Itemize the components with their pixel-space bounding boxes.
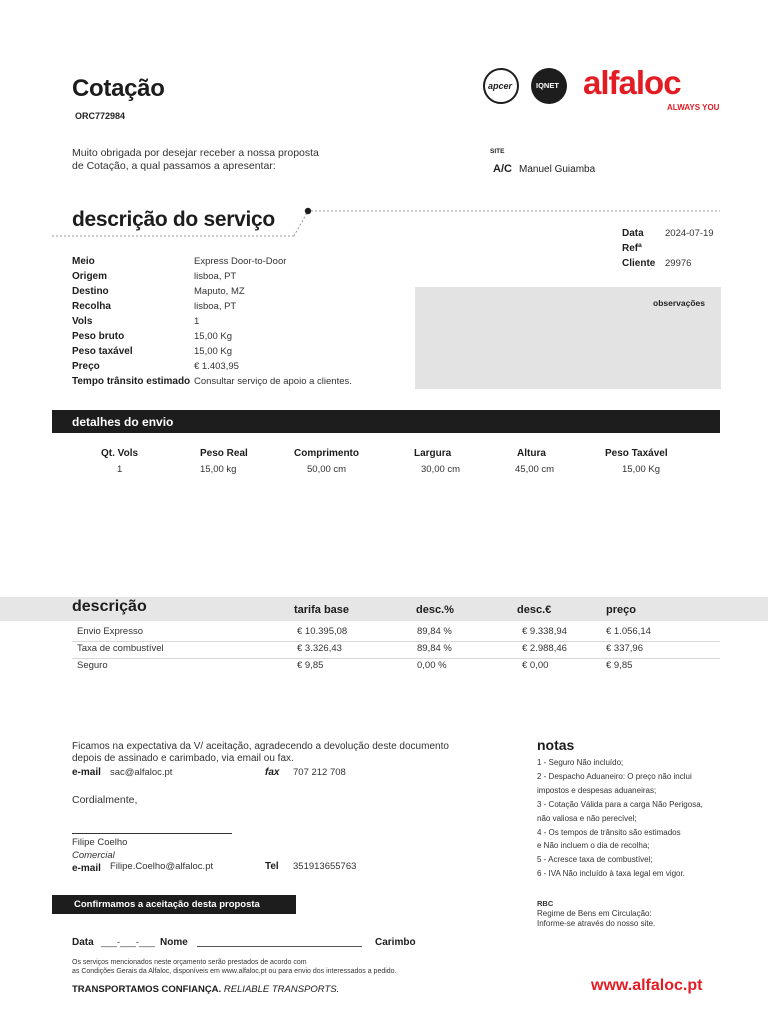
pricing-row xyxy=(0,659,768,675)
fine-line-2: as Condições Gerais da Alfaloc, disponíveis em www.alfaloc.pt ou para envio dos interessados a pedido. xyxy=(72,968,397,975)
pricing-eur: € 2.988,46 xyxy=(522,643,567,654)
footer-website-link[interactable]: www.alfaloc.pt xyxy=(591,977,703,994)
signer-email-label: e-mail xyxy=(72,863,101,874)
service-row-value: Consultar serviço de apoio a clientes. xyxy=(194,376,352,387)
fax-label: fax xyxy=(265,767,280,778)
service-row-value: lisboa, PT xyxy=(194,301,237,312)
shipment-cell: 30,00 cm xyxy=(421,464,461,475)
rbc-info xyxy=(537,899,737,929)
pricing-row xyxy=(0,625,768,641)
pricing-eur: € 0,00 xyxy=(522,660,549,671)
pricing-pct: 89,84 % xyxy=(417,643,452,654)
note-line: 1 - Seguro Não incluído; xyxy=(537,758,624,767)
pricing-desc: Taxa de combustível xyxy=(77,643,164,654)
footer-slogan-italic: RELIABLE TRANSPORTS. xyxy=(223,984,340,995)
acceptance-fine-print xyxy=(72,958,512,976)
service-row-label: Tempo trânsito estimado xyxy=(72,376,191,387)
service-row-value: lisboa, PT xyxy=(194,271,237,282)
shipment-header: Comprimento xyxy=(294,448,359,459)
pricing-header: desc.% xyxy=(416,604,454,616)
client-value: 29976 xyxy=(665,258,692,269)
service-row-label: Vols xyxy=(72,316,93,327)
apcer-logo xyxy=(483,68,519,104)
closing-greeting: Cordialmente, xyxy=(72,794,138,806)
fax-value: 707 212 708 xyxy=(293,767,346,778)
acceptance-date-field[interactable]: ___-___-___ xyxy=(101,937,155,948)
pricing-base: € 9,85 xyxy=(297,660,324,671)
pricing-price: € 1.056,14 xyxy=(606,626,651,637)
date-value: 2024-07-19 xyxy=(665,228,714,239)
shipment-header: Altura xyxy=(517,448,546,459)
closing-line-2: depois de assinado e carimbado, via email ou fax. xyxy=(72,753,294,764)
ref-label: Refª xyxy=(622,243,642,254)
ac-label: A/C xyxy=(493,163,512,175)
acceptance-stamp-label: Carimbo xyxy=(375,937,416,948)
notes-list xyxy=(537,756,737,881)
acceptance-title: Confirmamos a aceitação desta proposta xyxy=(74,899,260,910)
note-line: não valiosa e não perecível; xyxy=(537,813,637,823)
pricing-base: € 10.395,08 xyxy=(297,626,348,637)
pricing-price: € 9,85 xyxy=(606,660,633,671)
note-line: impostos e despesas aduaneiras; xyxy=(537,785,657,795)
pricing-price: € 337,96 xyxy=(606,643,643,654)
note-line: e Não incluem o dia de recolha; xyxy=(537,841,650,851)
brand-tagline: ALWAYS YOU xyxy=(667,103,720,112)
intro-text xyxy=(72,147,372,173)
tel-label: Tel xyxy=(265,861,279,872)
fine-line-1: Os serviços mencionados neste orçamento serão prestados de acordo com xyxy=(72,959,307,966)
service-row-value: 15,00 Kg xyxy=(194,331,233,342)
email-value[interactable]: sac@alfaloc.pt xyxy=(110,767,173,778)
client-label: Cliente xyxy=(622,258,656,269)
shipment-header: Qt. Vols xyxy=(101,448,139,459)
shipment-cell: 50,00 cm xyxy=(307,464,347,475)
shipment-details-title: detalhes do envio xyxy=(72,415,174,429)
pricing-header: tarifa base xyxy=(294,604,350,616)
date-label: Data xyxy=(622,228,644,239)
rbc-title: RBC xyxy=(537,899,554,908)
shipment-header: Peso Taxável xyxy=(605,448,668,459)
service-row xyxy=(72,346,233,357)
acceptance-bar xyxy=(52,895,296,914)
pricing-pct: 0,00 % xyxy=(417,660,447,671)
service-row xyxy=(72,376,352,387)
observations-label: observações xyxy=(653,298,705,308)
shipment-cell: 1 xyxy=(117,464,123,475)
quote-reference: ORC772984 xyxy=(75,111,126,121)
service-row xyxy=(72,361,239,372)
notes-title: notas xyxy=(537,737,575,753)
apcer-logo-text: apcer xyxy=(488,81,513,91)
signer-email[interactable]: Filipe.Coelho@alfaloc.pt xyxy=(110,861,214,872)
pricing-header: preço xyxy=(606,604,636,616)
service-row xyxy=(72,331,233,342)
rbc-line-2: Informe-se através do nosso site. xyxy=(537,919,656,928)
shipment-details-bar xyxy=(52,410,720,433)
pricing-desc: Envio Expresso xyxy=(77,626,144,637)
pricing-header: desc.€ xyxy=(517,604,552,616)
service-row-label: Peso taxável xyxy=(72,346,133,357)
iqnet-logo-text: IQNET xyxy=(536,81,559,90)
signer-role: Comercial xyxy=(72,850,115,861)
closing-line-1: Ficamos na expectativa da V/ aceitação, agradecendo a devolução deste documento xyxy=(72,741,449,752)
service-row-label: Preço xyxy=(72,361,100,372)
signer-name: Filipe Coelho xyxy=(72,837,128,848)
closing-text xyxy=(72,741,512,765)
intro-line-1: Muito obrigada por desejar receber a nossa proposta xyxy=(72,147,319,159)
note-line: 4 - Os tempos de trânsito são estimados xyxy=(537,827,681,837)
footer-slogan xyxy=(72,984,339,995)
service-row-label: Recolha xyxy=(72,301,111,312)
service-row-value: € 1.403,95 xyxy=(194,361,239,372)
acceptance-date-label: Data xyxy=(72,937,94,948)
note-line: 6 - IVA Não incluído à taxa legal em vigor. xyxy=(537,869,685,879)
footer-slogan-bold: TRANSPORTAMOS CONFIANÇA. xyxy=(72,984,222,995)
note-line: 3 - Cotação Válida para a carga Não Perigosa, xyxy=(537,799,703,809)
tel-value: 351913655763 xyxy=(293,861,357,872)
service-row-value: 1 xyxy=(194,316,200,327)
service-row-label: Meio xyxy=(72,256,95,267)
brand-logo: alfaloc xyxy=(583,64,681,101)
service-row-value: Maputo, MZ xyxy=(194,286,245,297)
intro-line-2: de Cotação, a qual passamos a apresentar: xyxy=(72,160,276,172)
service-row-value: Express Door-to-Door xyxy=(194,256,287,267)
shipment-cell: 45,00 cm xyxy=(515,464,555,475)
service-row xyxy=(72,316,200,327)
service-row xyxy=(72,286,245,297)
dotted-divider xyxy=(52,205,720,240)
service-row xyxy=(72,301,237,312)
signature-line xyxy=(72,833,232,834)
acceptance-name-label: Nome xyxy=(160,937,188,948)
shipment-header: Peso Real xyxy=(200,448,248,459)
site-label: SITE xyxy=(490,148,505,155)
service-row-label: Origem xyxy=(72,271,108,282)
service-row xyxy=(72,256,287,267)
pricing-pct: 89,84 % xyxy=(417,626,452,637)
ac-value: Manuel Guiamba xyxy=(519,164,596,175)
service-row-label: Destino xyxy=(72,286,109,297)
pricing-eur: € 9.338,94 xyxy=(522,626,567,637)
service-row-value: 15,00 Kg xyxy=(194,346,233,357)
rbc-line-1: Regime de Bens em Circulação: xyxy=(537,909,652,918)
email-label: e-mail xyxy=(72,767,101,778)
service-row xyxy=(72,271,237,282)
iqnet-logo xyxy=(531,68,567,104)
note-line: 2 - Despacho Aduaneiro: O preço não inclui xyxy=(537,771,692,781)
pricing-base: € 3.326,43 xyxy=(297,643,342,654)
pricing-desc: Seguro xyxy=(77,660,108,671)
shipment-cell: 15,00 Kg xyxy=(622,464,661,475)
note-line: 5 - Acresce taxa de combustível; xyxy=(537,855,653,865)
shipment-cell: 15,00 kg xyxy=(200,464,237,475)
service-row-label: Peso bruto xyxy=(72,331,125,342)
service-section-title: descrição do serviço xyxy=(72,208,275,231)
acceptance-name-field[interactable] xyxy=(197,946,362,947)
pricing-row xyxy=(0,642,768,658)
page-title: Cotação xyxy=(72,75,165,102)
pricing-title: descrição xyxy=(72,598,147,615)
shipment-header: Largura xyxy=(414,448,452,459)
